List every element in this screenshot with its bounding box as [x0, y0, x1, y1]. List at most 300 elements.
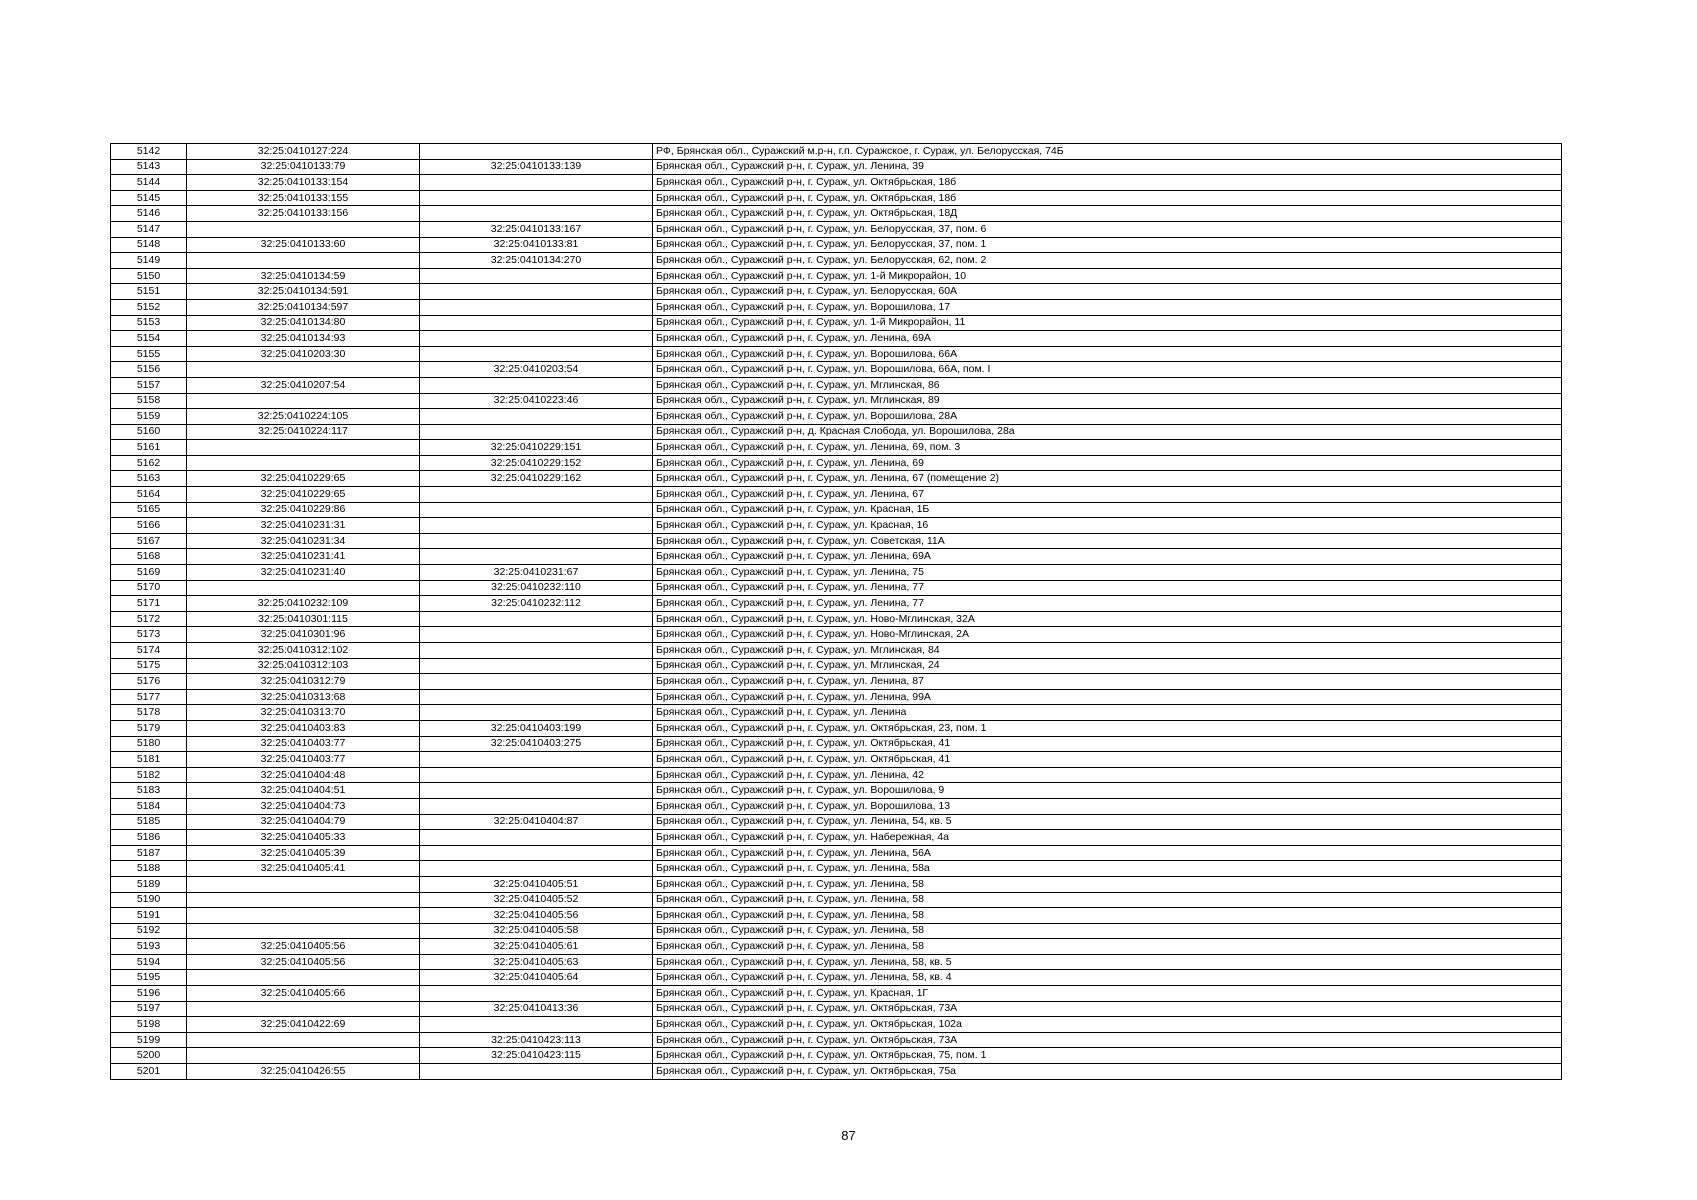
- cadastral-number-cell: [187, 393, 420, 409]
- table-row: [111, 954, 1562, 970]
- related-cadastral-number-cell: [420, 144, 653, 160]
- row-number-cell: 5177: [111, 689, 187, 705]
- related-cadastral-number-cell: 32:25:0410423:115: [420, 1048, 653, 1064]
- cadastral-number-cell: 32:25:0410224:105: [187, 409, 420, 425]
- related-cadastral-number-cell: [420, 767, 653, 783]
- related-cadastral-number-cell: 32:25:0410405:56: [420, 908, 653, 924]
- address-cell: Брянская обл., Суражский р-н, г. Сураж, ул. Ленина, 77: [653, 580, 1562, 596]
- table-row: [111, 284, 1562, 300]
- related-cadastral-number-cell: 32:25:0410405:63: [420, 954, 653, 970]
- address-cell: Брянская обл., Суражский р-н, г. Сураж, ул. Ленина, 69А: [653, 549, 1562, 565]
- related-cadastral-number-cell: [420, 424, 653, 440]
- address-cell: Брянская обл., Суражский р-н, г. Сураж, ул. Красная, 1Б: [653, 502, 1562, 518]
- address-cell: Брянская обл., Суражский р-н, г. Сураж, ул. Ленина, 54, кв. 5: [653, 814, 1562, 830]
- address-cell: Брянская обл., Суражский р-н, г. Сураж, ул. Белорусская, 62, пом. 2: [653, 253, 1562, 269]
- related-cadastral-number-cell: [420, 1017, 653, 1033]
- related-cadastral-number-cell: 32:25:0410413:36: [420, 1001, 653, 1017]
- cadastral-number-cell: 32:25:0410224:117: [187, 424, 420, 440]
- cadastral-number-cell: [187, 1001, 420, 1017]
- table-row: [111, 455, 1562, 471]
- row-number-cell: 5178: [111, 705, 187, 721]
- row-number-cell: 5195: [111, 970, 187, 986]
- cadastral-number-cell: 32:25:0410426:55: [187, 1064, 420, 1080]
- row-number-cell: 5144: [111, 175, 187, 191]
- cadastral-number-cell: [187, 970, 420, 986]
- address-cell: Брянская обл., Суражский р-н, г. Сураж, ул. Ленина, 39: [653, 159, 1562, 175]
- cadastral-number-cell: 32:25:0410134:59: [187, 268, 420, 284]
- table-row: [111, 970, 1562, 986]
- related-cadastral-number-cell: 32:25:0410223:46: [420, 393, 653, 409]
- row-number-cell: 5188: [111, 861, 187, 877]
- row-number-cell: 5150: [111, 268, 187, 284]
- table-row: [111, 565, 1562, 581]
- address-cell: Брянская обл., Суражский р-н, г. Сураж, ул. Мглинская, 84: [653, 643, 1562, 659]
- related-cadastral-number-cell: 32:25:0410229:152: [420, 455, 653, 471]
- related-cadastral-number-cell: 32:25:0410403:199: [420, 720, 653, 736]
- row-number-cell: 5176: [111, 674, 187, 690]
- cadastral-number-cell: 32:25:0410403:83: [187, 720, 420, 736]
- table-row: [111, 221, 1562, 237]
- related-cadastral-number-cell: [420, 175, 653, 191]
- related-cadastral-number-cell: [420, 487, 653, 503]
- cadastral-number-cell: 32:25:0410133:154: [187, 175, 420, 191]
- table-row: [111, 861, 1562, 877]
- cadastral-number-cell: 32:25:0410134:93: [187, 331, 420, 347]
- registry-table: [110, 143, 1562, 1080]
- cadastral-number-cell: 32:25:0410405:66: [187, 986, 420, 1002]
- table-row: [111, 923, 1562, 939]
- related-cadastral-number-cell: 32:25:0410232:112: [420, 596, 653, 612]
- address-cell: Брянская обл., Суражский р-н, г. Сураж, ул. Ленина, 58: [653, 876, 1562, 892]
- related-cadastral-number-cell: 32:25:0410403:275: [420, 736, 653, 752]
- related-cadastral-number-cell: [420, 549, 653, 565]
- table-row: [111, 736, 1562, 752]
- cadastral-number-cell: [187, 455, 420, 471]
- row-number-cell: 5200: [111, 1048, 187, 1064]
- cadastral-number-cell: 32:25:0410422:69: [187, 1017, 420, 1033]
- row-number-cell: 5186: [111, 830, 187, 846]
- address-cell: Брянская обл., Суражский р-н, г. Сураж, ул. Ворошилова, 9: [653, 783, 1562, 799]
- table-row: [111, 783, 1562, 799]
- row-number-cell: 5166: [111, 518, 187, 534]
- table-row: [111, 409, 1562, 425]
- cadastral-number-cell: 32:25:0410404:48: [187, 767, 420, 783]
- cadastral-number-cell: 32:25:0410203:30: [187, 346, 420, 362]
- table-row: [111, 1048, 1562, 1064]
- table-row: [111, 611, 1562, 627]
- address-cell: Брянская обл., Суражский р-н, г. Сураж, ул. Красная, 1Г: [653, 986, 1562, 1002]
- table-row: [111, 299, 1562, 315]
- row-number-cell: 5182: [111, 767, 187, 783]
- related-cadastral-number-cell: 32:25:0410423:113: [420, 1032, 653, 1048]
- related-cadastral-number-cell: [420, 658, 653, 674]
- related-cadastral-number-cell: 32:25:0410405:61: [420, 939, 653, 955]
- address-cell: Брянская обл., Суражский р-н, г. Сураж, ул. Мглинская, 86: [653, 377, 1562, 393]
- related-cadastral-number-cell: [420, 299, 653, 315]
- row-number-cell: 5162: [111, 455, 187, 471]
- row-number-cell: 5146: [111, 206, 187, 222]
- cadastral-number-cell: 32:25:0410134:80: [187, 315, 420, 331]
- cadastral-number-cell: 32:25:0410403:77: [187, 752, 420, 768]
- row-number-cell: 5184: [111, 798, 187, 814]
- related-cadastral-number-cell: [420, 190, 653, 206]
- table-row: [111, 830, 1562, 846]
- table-row: [111, 159, 1562, 175]
- table-row: [111, 674, 1562, 690]
- cadastral-number-cell: 32:25:0410207:54: [187, 377, 420, 393]
- address-cell: Брянская обл., Суражский р-н, г. Сураж, ул. Октябрьская, 18б: [653, 175, 1562, 191]
- row-number-cell: 5196: [111, 986, 187, 1002]
- address-cell: Брянская обл., Суражский р-н, г. Сураж, ул. Ленина, 67 (помещение 2): [653, 471, 1562, 487]
- cadastral-number-cell: 32:25:0410133:156: [187, 206, 420, 222]
- table-row: [111, 939, 1562, 955]
- cadastral-number-cell: 32:25:0410232:109: [187, 596, 420, 612]
- table-row: [111, 1064, 1562, 1080]
- table-row: [111, 175, 1562, 191]
- related-cadastral-number-cell: [420, 627, 653, 643]
- cadastral-number-cell: 32:25:0410231:31: [187, 518, 420, 534]
- address-cell: Брянская обл., Суражский р-н, г. Сураж, ул. Ленина, 56А: [653, 845, 1562, 861]
- row-number-cell: 5179: [111, 720, 187, 736]
- related-cadastral-number-cell: [420, 705, 653, 721]
- related-cadastral-number-cell: [420, 674, 653, 690]
- cadastral-number-cell: 32:25:0410231:34: [187, 533, 420, 549]
- row-number-cell: 5159: [111, 409, 187, 425]
- address-cell: Брянская обл., Суражский р-н, г. Сураж, ул. Октябрьская, 75, пом. 1: [653, 1048, 1562, 1064]
- address-cell: Брянская обл., Суражский р-н, г. Сураж, ул. Ленина: [653, 705, 1562, 721]
- cadastral-number-cell: 32:25:0410229:65: [187, 487, 420, 503]
- row-number-cell: 5201: [111, 1064, 187, 1080]
- related-cadastral-number-cell: 32:25:0410405:64: [420, 970, 653, 986]
- address-cell: Брянская обл., Суражский р-н, г. Сураж, ул. Ленина, 69А: [653, 331, 1562, 347]
- cadastral-number-cell: 32:25:0410312:79: [187, 674, 420, 690]
- cadastral-number-cell: 32:25:0410134:591: [187, 284, 420, 300]
- cadastral-number-cell: 32:25:0410133:155: [187, 190, 420, 206]
- cadastral-number-cell: [187, 1048, 420, 1064]
- related-cadastral-number-cell: 32:25:0410405:51: [420, 876, 653, 892]
- address-cell: Брянская обл., Суражский р-н, г. Сураж, ул. Белорусская, 37, пом. 1: [653, 237, 1562, 253]
- related-cadastral-number-cell: [420, 1064, 653, 1080]
- cadastral-number-cell: 32:25:0410231:40: [187, 565, 420, 581]
- cadastral-number-cell: 32:25:0410404:79: [187, 814, 420, 830]
- cadastral-number-cell: [187, 362, 420, 378]
- row-number-cell: 5161: [111, 440, 187, 456]
- table-row: [111, 1032, 1562, 1048]
- table-row: [111, 705, 1562, 721]
- related-cadastral-number-cell: [420, 783, 653, 799]
- address-cell: Брянская обл., Суражский р-н, г. Сураж, ул. Набережная, 4а: [653, 830, 1562, 846]
- address-cell: Брянская обл., Суражский р-н, г. Сураж, ул. Ворошилова, 66А, пом. I: [653, 362, 1562, 378]
- table-row: [111, 471, 1562, 487]
- related-cadastral-number-cell: 32:25:0410134:270: [420, 253, 653, 269]
- row-number-cell: 5172: [111, 611, 187, 627]
- address-cell: Брянская обл., Суражский р-н, г. Сураж, ул. Ворошилова, 13: [653, 798, 1562, 814]
- address-cell: Брянская обл., Суражский р-н, г. Сураж, ул. Ленина, 77: [653, 596, 1562, 612]
- related-cadastral-number-cell: [420, 206, 653, 222]
- address-cell: Брянская обл., Суражский р-н, г. Сураж, ул. Октябрьская, 102а: [653, 1017, 1562, 1033]
- cadastral-number-cell: 32:25:0410301:115: [187, 611, 420, 627]
- table-row: [111, 315, 1562, 331]
- address-cell: Брянская обл., Суражский р-н, г. Сураж, ул. Ленина, 69: [653, 455, 1562, 471]
- cadastral-number-cell: 32:25:0410403:77: [187, 736, 420, 752]
- cadastral-number-cell: 32:25:0410404:51: [187, 783, 420, 799]
- address-cell: РФ, Брянская обл., Суражский м.р-н, г.п. Суражское, г. Сураж, ул. Белорусская, 74Б: [653, 144, 1562, 160]
- row-number-cell: 5175: [111, 658, 187, 674]
- address-cell: Брянская обл., Суражский р-н, г. Сураж, ул. Мглинская, 89: [653, 393, 1562, 409]
- page-number: 87: [841, 1128, 856, 1143]
- row-number-cell: 5153: [111, 315, 187, 331]
- address-cell: Брянская обл., Суражский р-н, г. Сураж, ул. Красная, 16: [653, 518, 1562, 534]
- cadastral-number-cell: 32:25:0410133:79: [187, 159, 420, 175]
- table-row: [111, 876, 1562, 892]
- cadastral-number-cell: [187, 580, 420, 596]
- related-cadastral-number-cell: [420, 268, 653, 284]
- row-number-cell: 5142: [111, 144, 187, 160]
- related-cadastral-number-cell: [420, 798, 653, 814]
- row-number-cell: 5181: [111, 752, 187, 768]
- related-cadastral-number-cell: 32:25:0410232:110: [420, 580, 653, 596]
- table-row: [111, 1017, 1562, 1033]
- related-cadastral-number-cell: 32:25:0410405:58: [420, 923, 653, 939]
- table-row: [111, 362, 1562, 378]
- table-row: [111, 814, 1562, 830]
- address-cell: Брянская обл., Суражский р-н, г. Сураж, ул. Ленина, 75: [653, 565, 1562, 581]
- related-cadastral-number-cell: [420, 502, 653, 518]
- row-number-cell: 5164: [111, 487, 187, 503]
- related-cadastral-number-cell: 32:25:0410231:67: [420, 565, 653, 581]
- table-row: [111, 720, 1562, 736]
- cadastral-number-cell: 32:25:0410313:70: [187, 705, 420, 721]
- table-row: [111, 533, 1562, 549]
- table-row: [111, 268, 1562, 284]
- table-row: [111, 502, 1562, 518]
- table-row: [111, 237, 1562, 253]
- row-number-cell: 5157: [111, 377, 187, 393]
- table-row: [111, 752, 1562, 768]
- address-cell: Брянская обл., Суражский р-н, г. Сураж, ул. Белорусская, 37, пом. 6: [653, 221, 1562, 237]
- table-row: [111, 1001, 1562, 1017]
- cadastral-number-cell: 32:25:0410312:102: [187, 643, 420, 659]
- address-cell: Брянская обл., Суражский р-н, г. Сураж, ул. Ленина, 58: [653, 908, 1562, 924]
- address-cell: Брянская обл., Суражский р-н, г. Сураж, ул. Ленина, 58а: [653, 861, 1562, 877]
- cadastral-number-cell: 32:25:0410405:39: [187, 845, 420, 861]
- address-cell: Брянская обл., Суражский р-н, г. Сураж, ул. Ленина, 87: [653, 674, 1562, 690]
- cadastral-number-cell: [187, 221, 420, 237]
- related-cadastral-number-cell: [420, 845, 653, 861]
- row-number-cell: 5165: [111, 502, 187, 518]
- related-cadastral-number-cell: 32:25:0410133:81: [420, 237, 653, 253]
- table-row: [111, 253, 1562, 269]
- related-cadastral-number-cell: [420, 986, 653, 1002]
- address-cell: Брянская обл., Суражский р-н, г. Сураж, ул. Ворошилова, 28А: [653, 409, 1562, 425]
- cadastral-number-cell: 32:25:0410405:56: [187, 954, 420, 970]
- row-number-cell: 5189: [111, 876, 187, 892]
- related-cadastral-number-cell: [420, 611, 653, 627]
- address-cell: Брянская обл., Суражский р-н, г. Сураж, ул. Ново-Мглинская, 32А: [653, 611, 1562, 627]
- address-cell: Брянская обл., Суражский р-н, г. Сураж, ул. Октябрьская, 73А: [653, 1032, 1562, 1048]
- table-row: [111, 658, 1562, 674]
- row-number-cell: 5171: [111, 596, 187, 612]
- table-row: [111, 144, 1562, 160]
- address-cell: Брянская обл., Суражский р-н, г. Сураж, ул. Ворошилова, 17: [653, 299, 1562, 315]
- row-number-cell: 5174: [111, 643, 187, 659]
- related-cadastral-number-cell: 32:25:0410229:162: [420, 471, 653, 487]
- address-cell: Брянская обл., Суражский р-н, г. Сураж, ул. Ворошилова, 66А: [653, 346, 1562, 362]
- row-number-cell: 5167: [111, 533, 187, 549]
- cadastral-number-cell: 32:25:0410405:33: [187, 830, 420, 846]
- table-row: [111, 377, 1562, 393]
- table-row: [111, 689, 1562, 705]
- related-cadastral-number-cell: [420, 689, 653, 705]
- address-cell: Брянская обл., Суражский р-н, г. Сураж, ул. Ленина, 69, пом. 3: [653, 440, 1562, 456]
- address-cell: Брянская обл., Суражский р-н, г. Сураж, ул. Белорусская, 60А: [653, 284, 1562, 300]
- table-row: [111, 986, 1562, 1002]
- row-number-cell: 5168: [111, 549, 187, 565]
- related-cadastral-number-cell: [420, 346, 653, 362]
- address-cell: Брянская обл., Суражский р-н, г. Сураж, ул. Ленина, 58: [653, 892, 1562, 908]
- table-row: [111, 440, 1562, 456]
- row-number-cell: 5160: [111, 424, 187, 440]
- address-cell: Брянская обл., Суражский р-н, г. Сураж, ул. Октябрьская, 23, пом. 1: [653, 720, 1562, 736]
- cadastral-number-cell: [187, 440, 420, 456]
- row-number-cell: 5148: [111, 237, 187, 253]
- row-number-cell: 5149: [111, 253, 187, 269]
- address-cell: Брянская обл., Суражский р-н, г. Сураж, ул. Ново-Мглинская, 2А: [653, 627, 1562, 643]
- table-row: [111, 580, 1562, 596]
- address-cell: Брянская обл., Суражский р-н, г. Сураж, ул. 1-й Микрорайон, 10: [653, 268, 1562, 284]
- related-cadastral-number-cell: 32:25:0410404:87: [420, 814, 653, 830]
- row-number-cell: 5194: [111, 954, 187, 970]
- cadastral-number-cell: 32:25:0410313:68: [187, 689, 420, 705]
- cadastral-number-cell: 32:25:0410127:224: [187, 144, 420, 160]
- related-cadastral-number-cell: [420, 284, 653, 300]
- related-cadastral-number-cell: [420, 830, 653, 846]
- table-row: [111, 767, 1562, 783]
- row-number-cell: 5185: [111, 814, 187, 830]
- cadastral-number-cell: 32:25:0410134:597: [187, 299, 420, 315]
- address-cell: Брянская обл., Суражский р-н, г. Сураж, ул. Мглинская, 24: [653, 658, 1562, 674]
- related-cadastral-number-cell: [420, 331, 653, 347]
- row-number-cell: 5192: [111, 923, 187, 939]
- related-cadastral-number-cell: [420, 861, 653, 877]
- related-cadastral-number-cell: [420, 377, 653, 393]
- related-cadastral-number-cell: 32:25:0410405:52: [420, 892, 653, 908]
- address-cell: Брянская обл., Суражский р-н, г. Сураж, ул. Октябрьская, 41: [653, 752, 1562, 768]
- row-number-cell: 5154: [111, 331, 187, 347]
- address-cell: Брянская обл., Суражский р-н, г. Сураж, ул. Ленина, 58, кв. 5: [653, 954, 1562, 970]
- address-cell: Брянская обл., Суражский р-н, г. Сураж, ул. Советская, 11А: [653, 533, 1562, 549]
- row-number-cell: 5193: [111, 939, 187, 955]
- cadastral-number-cell: [187, 908, 420, 924]
- table-row: [111, 331, 1562, 347]
- address-cell: Брянская обл., Суражский р-н, г. Сураж, ул. Ленина, 58, кв. 4: [653, 970, 1562, 986]
- table-row: [111, 798, 1562, 814]
- table-row: [111, 424, 1562, 440]
- address-cell: Брянская обл., Суражский р-н, г. Сураж, ул. Октябрьская, 41: [653, 736, 1562, 752]
- cadastral-number-cell: [187, 876, 420, 892]
- row-number-cell: 5190: [111, 892, 187, 908]
- row-number-cell: 5183: [111, 783, 187, 799]
- address-cell: Брянская обл., Суражский р-н, г. Сураж, ул. Октябрьская, 18Д: [653, 206, 1562, 222]
- table-row: [111, 518, 1562, 534]
- table-row: [111, 206, 1562, 222]
- table-row: [111, 643, 1562, 659]
- address-cell: Брянская обл., Суражский р-н, г. Сураж, ул. Ленина, 58: [653, 939, 1562, 955]
- related-cadastral-number-cell: [420, 643, 653, 659]
- related-cadastral-number-cell: 32:25:0410133:167: [420, 221, 653, 237]
- row-number-cell: 5197: [111, 1001, 187, 1017]
- table-body: [111, 144, 1562, 1080]
- cadastral-number-cell: [187, 923, 420, 939]
- row-number-cell: 5163: [111, 471, 187, 487]
- row-number-cell: 5187: [111, 845, 187, 861]
- row-number-cell: 5180: [111, 736, 187, 752]
- cadastral-number-cell: [187, 253, 420, 269]
- cadastral-number-cell: 32:25:0410229:65: [187, 471, 420, 487]
- cadastral-number-cell: 32:25:0410404:73: [187, 798, 420, 814]
- cadastral-number-cell: 32:25:0410231:41: [187, 549, 420, 565]
- table-row: [111, 190, 1562, 206]
- table-row: [111, 892, 1562, 908]
- row-number-cell: 5198: [111, 1017, 187, 1033]
- table-row: [111, 393, 1562, 409]
- address-cell: Брянская обл., Суражский р-н, г. Сураж, ул. Октябрьская, 73А: [653, 1001, 1562, 1017]
- row-number-cell: 5147: [111, 221, 187, 237]
- table-row: [111, 908, 1562, 924]
- address-cell: Брянская обл., Суражский р-н, г. Сураж, ул. Ленина, 58: [653, 923, 1562, 939]
- related-cadastral-number-cell: 32:25:0410229:151: [420, 440, 653, 456]
- cadastral-number-cell: [187, 892, 420, 908]
- row-number-cell: 5173: [111, 627, 187, 643]
- row-number-cell: 5156: [111, 362, 187, 378]
- table-row: [111, 549, 1562, 565]
- row-number-cell: 5170: [111, 580, 187, 596]
- related-cadastral-number-cell: 32:25:0410203:54: [420, 362, 653, 378]
- related-cadastral-number-cell: [420, 533, 653, 549]
- cadastral-number-cell: 32:25:0410312:103: [187, 658, 420, 674]
- table-row: [111, 346, 1562, 362]
- cadastral-number-cell: 32:25:0410301:96: [187, 627, 420, 643]
- related-cadastral-number-cell: 32:25:0410133:139: [420, 159, 653, 175]
- row-number-cell: 5145: [111, 190, 187, 206]
- row-number-cell: 5151: [111, 284, 187, 300]
- address-cell: Брянская обл., Суражский р-н, г. Сураж, ул. Ленина, 42: [653, 767, 1562, 783]
- table-row: [111, 596, 1562, 612]
- row-number-cell: 5143: [111, 159, 187, 175]
- address-cell: Брянская обл., Суражский р-н, г. Сураж, ул. Ленина, 67: [653, 487, 1562, 503]
- address-cell: Брянская обл., Суражский р-н, г. Сураж, ул. Октябрьская, 75а: [653, 1064, 1562, 1080]
- related-cadastral-number-cell: [420, 315, 653, 331]
- address-cell: Брянская обл., Суражский р-н, г. Сураж, ул. 1-й Микрорайон, 11: [653, 315, 1562, 331]
- table-row: [111, 627, 1562, 643]
- cadastral-number-cell: 32:25:0410405:56: [187, 939, 420, 955]
- row-number-cell: 5155: [111, 346, 187, 362]
- related-cadastral-number-cell: [420, 518, 653, 534]
- address-cell: Брянская обл., Суражский р-н, г. Сураж, ул. Ленина, 99А: [653, 689, 1562, 705]
- table-row: [111, 487, 1562, 503]
- address-cell: Брянская обл., Суражский р-н, г. Сураж, ул. Октябрьская, 18б: [653, 190, 1562, 206]
- related-cadastral-number-cell: [420, 409, 653, 425]
- row-number-cell: 5191: [111, 908, 187, 924]
- address-cell: Брянская обл., Суражский р-н, д. Красная Слобода, ул. Ворошилова, 28а: [653, 424, 1562, 440]
- row-number-cell: 5152: [111, 299, 187, 315]
- table-row: [111, 845, 1562, 861]
- cadastral-number-cell: 32:25:0410229:86: [187, 502, 420, 518]
- cadastral-number-cell: 32:25:0410133:60: [187, 237, 420, 253]
- row-number-cell: 5199: [111, 1032, 187, 1048]
- row-number-cell: 5169: [111, 565, 187, 581]
- related-cadastral-number-cell: [420, 752, 653, 768]
